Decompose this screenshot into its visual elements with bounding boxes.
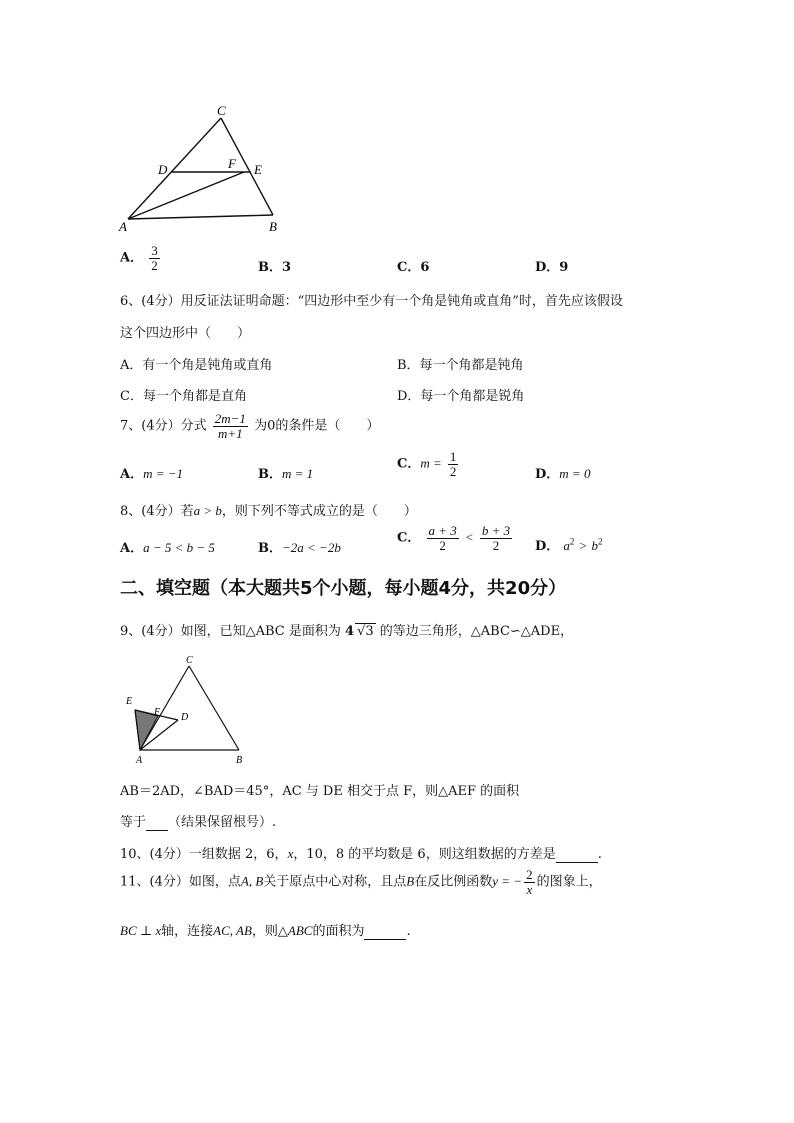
q9-line2: AB＝2AD，∠BAD＝45°，AC 与 DE 相交于点 F，则△AEF 的面积 xyxy=(120,784,520,799)
q7-prefix: 7、(4分）分式 xyxy=(120,418,207,434)
q6-line1: 6、(4分）用反证法证明命题：“四边形中至少有一个角是钝角或直角”时，首先应该假设 xyxy=(120,294,623,309)
q7-option-d[interactable]: D．m = 0 xyxy=(535,466,591,482)
q7-stem xyxy=(120,412,379,440)
q6-option-b[interactable]: B．每一个角都是钝角 xyxy=(397,358,524,373)
q8-option-c[interactable]: C． $\frac{a + 3}{2}$ < $\frac{b + 3}{2}$ xyxy=(397,523,511,553)
q8-option-a[interactable]: A．a − 5 < b − 5 xyxy=(120,540,215,556)
q8-option-d[interactable]: D． $a^2 > b^2$ xyxy=(535,536,603,554)
section-2-title: 二、填空题（本大题共5个小题，每小题4分，共20分） xyxy=(120,578,567,599)
fig2-label-a: A xyxy=(136,755,143,766)
fig2-label-b: B xyxy=(236,755,243,766)
q9-line1: 9、(4分）如图，已知△ABC 是面积为 4 √3 的等边三角形，△ABC∽△ADE， xyxy=(120,624,574,639)
label-d: D xyxy=(158,162,168,177)
q9-line3: 等于 （结果保留根号）. xyxy=(120,815,277,830)
label-f: F xyxy=(228,156,236,171)
fig2-label-f: F xyxy=(154,707,161,718)
side-ac xyxy=(128,118,221,219)
q6-option-a[interactable]: A．有一个角是钝角或直角 xyxy=(120,358,273,373)
q11-line1: 11、(4分）如图，点A, B关于原点中心对称，且点B在反比例函数y = − $\frac{2}{x}$ 的图象上， xyxy=(120,867,602,897)
q7-option-c[interactable]: C．m = $\frac{1}{2}$ xyxy=(397,449,457,479)
fig2-label-c: C xyxy=(186,655,193,666)
label-c: C xyxy=(217,103,226,118)
q8-option-b[interactable]: B．−2a < −2b xyxy=(258,540,341,556)
q11-answer-blank[interactable] xyxy=(364,924,406,940)
q7-option-b[interactable]: B．m = 1 xyxy=(258,466,314,482)
side-ac xyxy=(140,666,189,750)
q6-line2: 这个四边形中（ ） xyxy=(120,326,251,341)
q5-option-a[interactable]: A． $\frac{3}{2}$ xyxy=(120,243,158,273)
fig2-label-e: E xyxy=(126,696,133,707)
side-ab xyxy=(128,215,273,219)
figure-triangle-abc-de xyxy=(116,100,286,235)
q9-answer-blank[interactable] xyxy=(146,815,168,831)
q5-option-d[interactable]: D．9 xyxy=(535,260,569,275)
side-cb xyxy=(189,666,239,750)
q8-stem: 8、(4分）若a > b，则下列不等式成立的是（ ） xyxy=(120,503,417,519)
figure-equilateral-triangles xyxy=(120,652,250,767)
q6-option-d[interactable]: D．每一个角都是锐角 xyxy=(397,389,525,404)
q5-option-b[interactable]: B．3 xyxy=(258,260,292,275)
q10-answer-blank[interactable] xyxy=(556,847,598,863)
q7-fraction: $\frac{2m-1}{m+1}$ xyxy=(214,411,246,441)
segment-af xyxy=(128,172,244,219)
q7-suffix: 为0的条件是（ ） xyxy=(254,418,380,434)
q11-line2: BC ⊥ x轴，连接AC, AB，则△ABC的面积为 . xyxy=(120,923,411,939)
label-a: A xyxy=(119,219,127,234)
q6-option-c[interactable]: C．每一个角都是直角 xyxy=(120,389,247,404)
q5-option-c[interactable]: C．6 xyxy=(397,260,430,275)
q7-option-a[interactable]: A．m = −1 xyxy=(120,466,184,482)
q5-option-a-den: 2 xyxy=(151,257,158,273)
label-b: B xyxy=(269,219,277,234)
fig2-label-d: D xyxy=(181,712,189,723)
q10-text: 10、(4分）一组数据 2，6，x，10，8 的平均数是 6，则这组数据的方差是 . xyxy=(120,846,602,862)
label-e: E xyxy=(254,162,262,177)
q5-option-a-num: 3 xyxy=(151,243,158,258)
